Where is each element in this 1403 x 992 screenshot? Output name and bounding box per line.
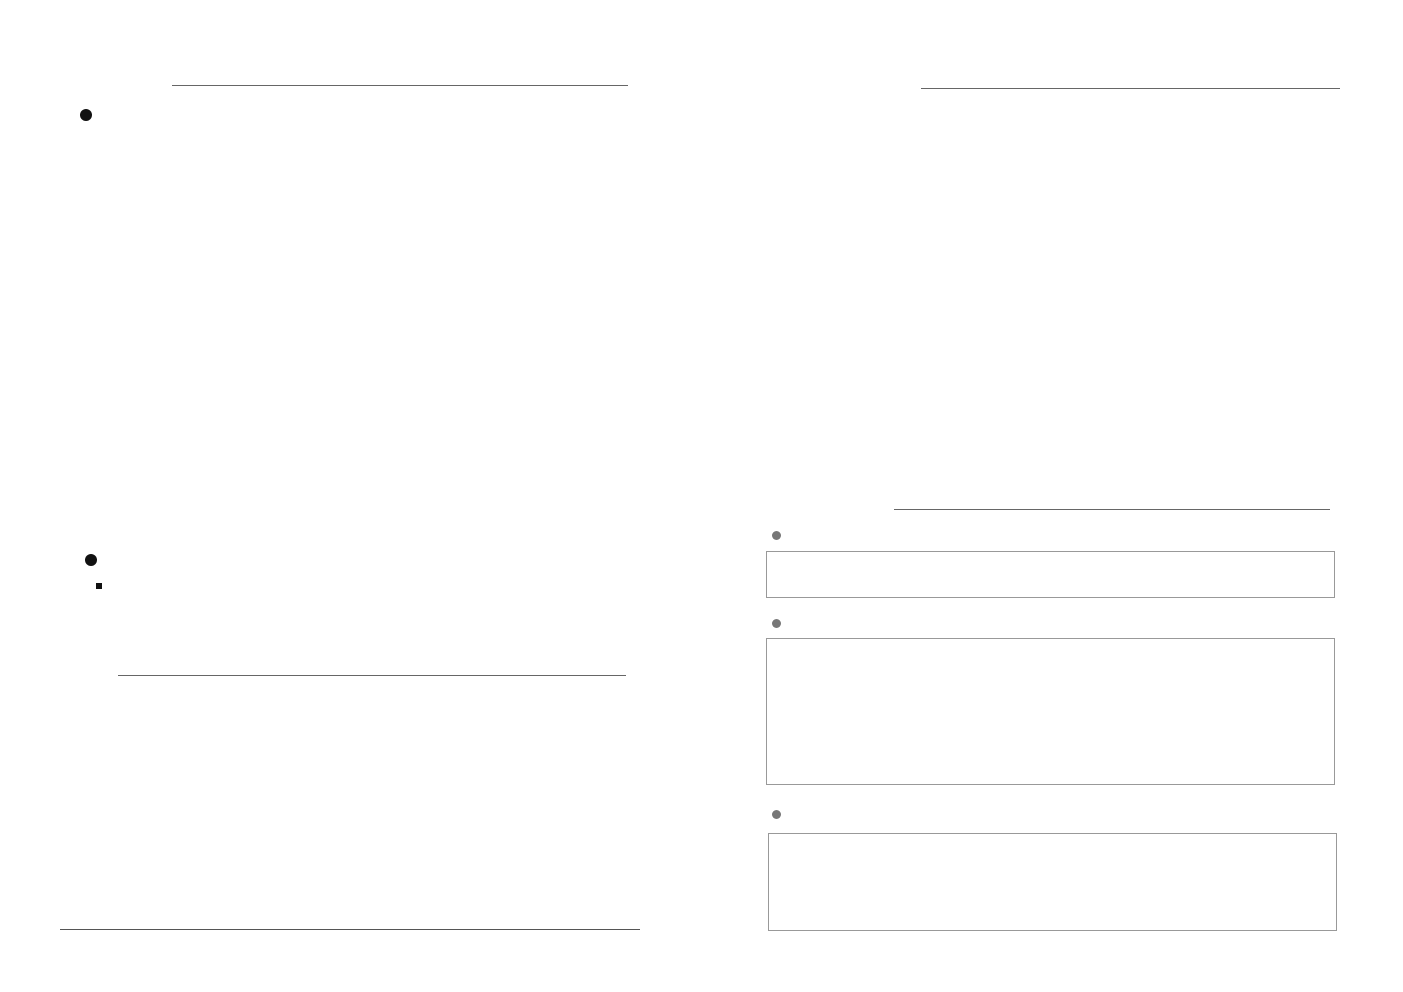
dawn-prayer-sub <box>96 576 112 596</box>
square-bullet-icon <box>96 583 102 589</box>
sunday-bus-table <box>766 638 1335 785</box>
sunday-title-rule <box>172 85 628 86</box>
dawn-bus-table <box>766 551 1335 598</box>
meetings-title-rule <box>118 675 626 676</box>
offering-title-rule <box>921 88 1340 89</box>
wed-bus-table <box>768 833 1337 931</box>
afternoon-service-heading <box>80 105 100 125</box>
dawn-prayer <box>85 550 105 570</box>
bullet-icon <box>772 531 781 540</box>
left-bottom-rule <box>60 929 640 930</box>
bullet-icon <box>80 109 92 121</box>
sunday-bus-heading <box>772 614 788 632</box>
bullet-icon <box>85 554 97 566</box>
bullet-icon <box>772 619 781 628</box>
wed-bus-heading <box>772 805 788 823</box>
bullet-icon <box>772 810 781 819</box>
bus-title-rule <box>894 509 1330 510</box>
dawn-bus-heading <box>772 526 788 544</box>
